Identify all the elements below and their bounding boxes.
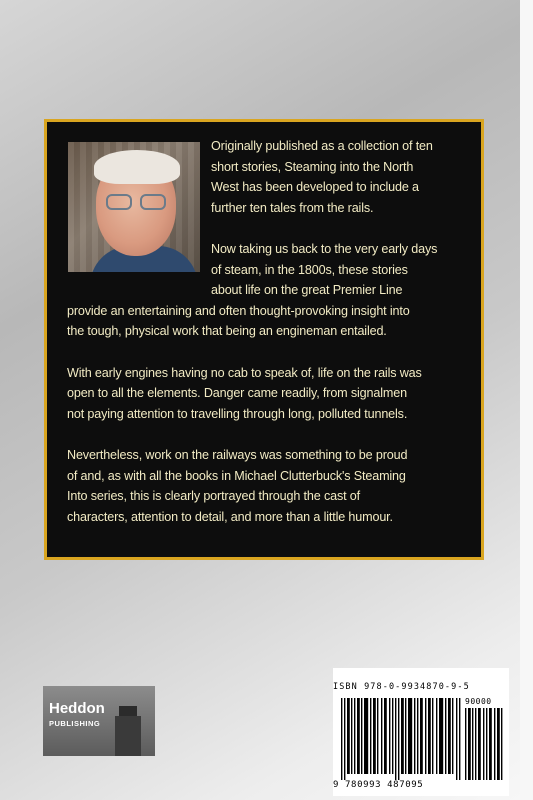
blurb-line: not paying attention to travelling through long, polluted tunnels. xyxy=(67,406,408,421)
cover-edge-strip xyxy=(520,0,533,800)
blurb-line: characters, attention to detail, and more than a little humour. xyxy=(67,509,393,524)
addon-barcode-bars xyxy=(465,708,503,780)
publisher-name: Heddon xyxy=(49,700,105,717)
blurb-line: of steam, in the 1800s, these stories xyxy=(211,262,408,277)
blurb-line: With early engines having no cab to speak of, life on the rails was xyxy=(67,365,422,380)
ean-number: 9 780993 487095 xyxy=(333,780,424,790)
blurb-paragraph-3 xyxy=(67,363,471,425)
lighthouse-lamp xyxy=(119,706,137,716)
blurb-line: short stories, Steaming into the North xyxy=(211,159,414,174)
lighthouse-tower xyxy=(115,716,141,756)
publisher-subtitle: PUBLISHING xyxy=(49,719,101,728)
publisher-logo xyxy=(43,686,155,756)
blurb-line: Nevertheless, work on the railways was something to be proud xyxy=(67,448,408,462)
blurb-line: further ten tales from the rails. xyxy=(211,200,374,215)
blurb-line: Into series, this is clearly portrayed through the cast of xyxy=(67,489,360,503)
blurb-text xyxy=(67,136,471,548)
ean-barcode-bars xyxy=(341,698,461,780)
lighthouse-icon xyxy=(113,706,143,756)
blurb-line: Originally published as a collection of ten xyxy=(211,139,433,153)
blurb-line: the tough, physical work that being an engineman entailed. xyxy=(67,324,387,338)
blurb-line: open to all the elements. Danger came readily, from signalmen xyxy=(67,386,407,400)
blurb-box xyxy=(44,119,484,560)
blurb-paragraph-4 xyxy=(67,445,471,527)
blurb-line: about life on the great Premier Line xyxy=(211,283,403,297)
addon-code: 90000 xyxy=(465,697,492,706)
blurb-paragraph-1 xyxy=(67,136,471,218)
blurb-line: of and, as with all the books in Michael Clutterbuck's Steaming xyxy=(67,468,406,483)
isbn-label: ISBN 978-0-9934870-9-5 xyxy=(333,682,470,692)
blurb-line: provide an entertaining and often thought-provoking insight into xyxy=(67,303,410,318)
blurb-line: West has been developed to include a xyxy=(211,180,419,194)
blurb-line: Now taking us back to the very early days xyxy=(211,242,438,256)
barcode xyxy=(333,668,509,796)
blurb-paragraph-2 xyxy=(67,239,471,342)
